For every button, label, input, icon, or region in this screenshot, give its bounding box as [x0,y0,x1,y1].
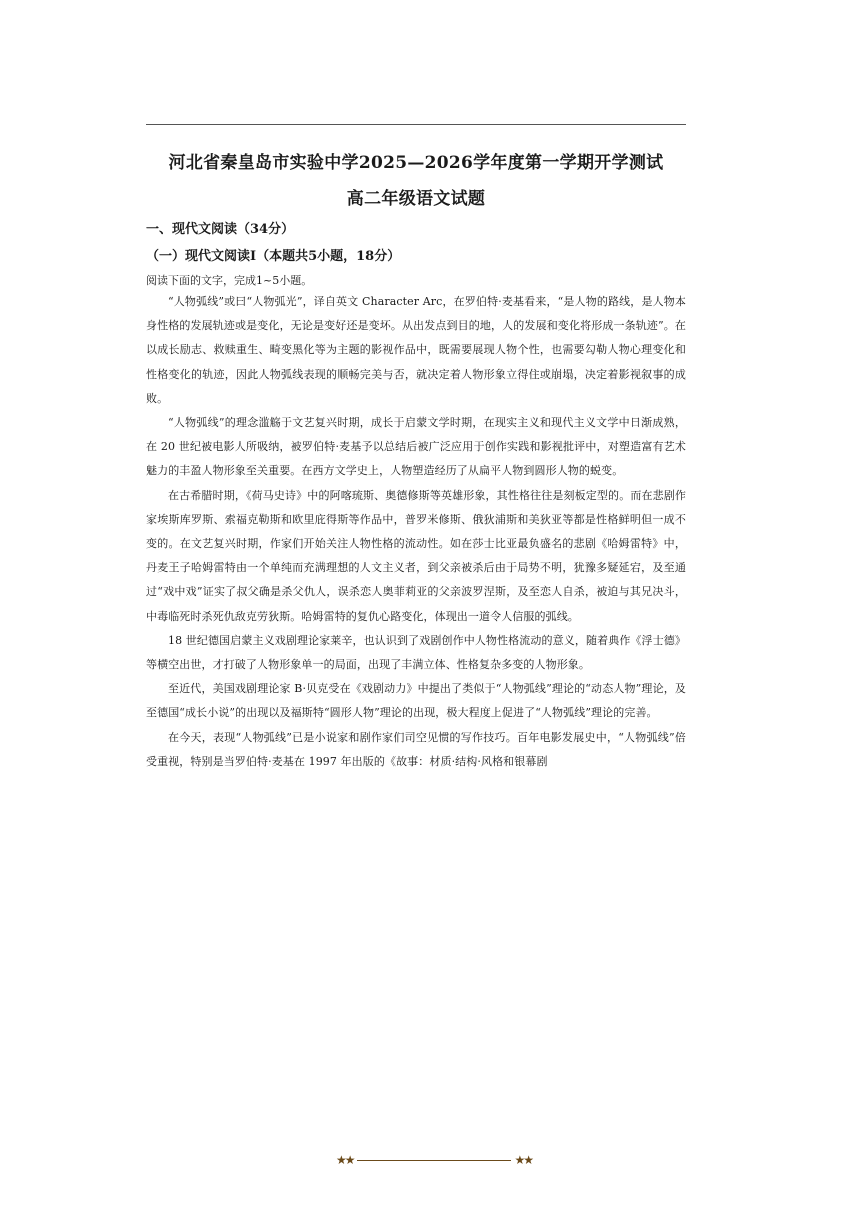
part1-heading: 一、现代文阅读（34分） [146,222,295,237]
passage-paragraph: 至近代，美国戏剧理论家 B·贝克受在《戏剧动力》中提出了类似于“人物弧线”理论的“动态人物”理论，及至德国“成长小说”的出现以及福斯特“圆形人物”理论的出现，极大程度上促进了“人物弧线”理论的完善。 [146,682,686,720]
passage-paragraph: 在古希腊时期，《荷马史诗》中的阿喀琉斯、奥德修斯等英雄形象，其性格往往是刻板定型的。而在悲剧作家埃斯库罗斯、索福克勒斯和欧里庇得斯等作品中，普罗米修斯、俄狄浦斯和美狄亚等都是性格鲜明但一成不变的。在文艺复兴时期，作家们开始关注人物性格的流动性。如在莎士比亚最负盛名的悲剧《哈姆雷特》中，丹麦王子哈姆雷特由一个单纯而充满理想的人文主义者，到父亲被杀后由于局势不明，犹豫多疑延宕，及至通过“戏中戏”证实了叔父确是杀父仇人，误杀恋人奥菲莉亚的父亲波罗涅斯，及至恋人自杀，被迫与其兄决斗，中毒临死时杀死仇敌克劳狄斯。哈姆雷特的复仇心路变化，体现出一道令人信服的弧线。 [146,488,686,623]
passage-paragraph: 在今天，表现“人物弧线”已是小说家和剧作家们司空见惯的写作技巧。百年电影发展史中，“人物弧线”倍受重视，特别是当罗伯特·麦基在 1997 年出版的《故事：材质·结构·风格和银幕剧 [146,730,686,768]
passage-paragraph: “人物弧线”或曰“人物弧光”，译自英文 Character Arc，在罗伯特·麦基看来，“是人物的路线，是人物本身性格的发展轨迹或是变化，无论是变好还是变坏。从出发点到目的地，人的发展和变化将形成一条轨迹”。在以成长励志、救赎重生、畸变黑化等为主题的影视作品中，既需要展现人物个性，也需要勾勒人物心理变化和性格变化的轨迹，因此人物弧线表现的顺畅完美与否，就决定着人物形象立得住或崩塌，决定着影视叙事的成败。 [146,295,686,405]
exam-subtitle: 高二年级语文试题 [346,189,486,209]
subsection-heading: （一）现代文阅读Ⅰ（本题共5小题，18分） [146,249,401,264]
ornament-line [357,1160,512,1161]
star-icon: ★★ [514,1153,532,1167]
passage-paragraph: “人物弧线”的理念滥觞于文艺复兴时期，成长于启蒙文学时期，在现实主义和现代主义文学中日渐成熟，在 20 世纪被电影人所吸纳，被罗伯特·麦基予以总结后被广泛应用于创作实践和影视批评中，对塑造富有艺术魅力的丰盈人物形象至关重要。在西方文学史上，人物塑造经历了从扁平人物到圆形人物的蜕变。 [146,416,686,478]
reading-instruction: 阅读下面的文字，完成1~5小题。 [146,274,313,287]
star-icon: ★★ [336,1153,354,1167]
passage-paragraph: 18 世纪德国启蒙主义戏剧理论家莱辛，也认识到了戏剧创作中人物性格流动的意义，随着典作《浮士德》等横空出世，才打破了人物形象单一的局面，出现了丰满立体、性格复杂多变的人物形象。 [146,633,686,672]
reading-passage [146,290,686,774]
header-divider [146,124,686,125]
exam-title: 河北省秦皇岛市实验中学2025—2026学年度第一学期开学测试 [168,153,664,173]
footer-ornament [336,1150,532,1170]
